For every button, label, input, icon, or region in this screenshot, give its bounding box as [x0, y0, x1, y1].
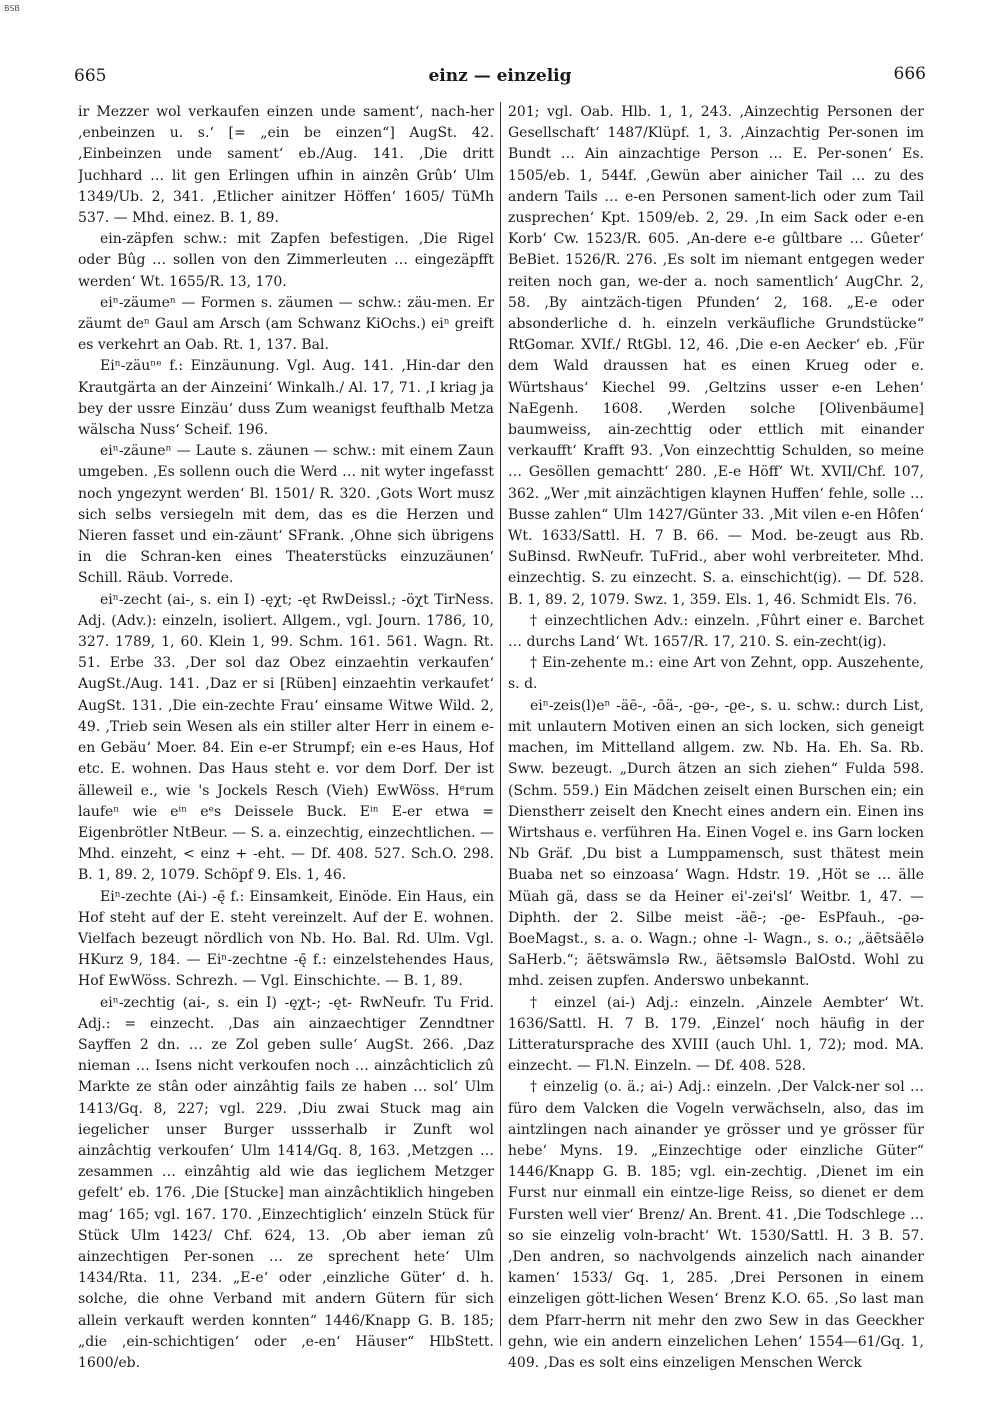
dictionary-entry: † einzechtlichen Adv.: einzeln. ‚Fûhrt einer e. Barchet … durchs Land‘ Wt. 1657/R. 17, 210. S. ein-zecht(ig).: [508, 612, 924, 651]
dictionary-entry: eiⁿ-zäumeⁿ — Formen s. zäumen — schw.: zäu-men. Er zäumt deⁿ Gaul am Arsch (am Schwanz KiOchs.) eiⁿ greift es verkehrt an Oab. Rt. 1, 137. Bal.: [78, 294, 494, 354]
dictionary-entry: eiⁿ-zecht (ai-, s. ein I) -ęχt; -ęt RwDeissl.; -öχt TirNess. Adj. (Adv.): einzeln, isoliert. Allgem., vgl. Journ. 1786, 10, 327. 1789, 1, 60. Klein 1, 99. Schm. 161. 561. Wagn. Rt. 51. Erbe 33. ‚Der sol daz Obez einzaehtin verkaufen‘ AugSt./Aug. 141. ‚Daz er si [Rüben] einzaehtin verkaufet‘ AugSt. 131. ‚Die ein-zechte Frau‘ einsame Witwe Wild. 2, 49. ‚Trieb sein Wesen als ein stiller alter Herr in einem e-en Gebäu‘ Moer. 84. Ein e-er Strumpf; ein e-es Haus, Hof etc. E. wohnen. Das Haus steht e. vor dem Dorf. Der ist älleweil e., wie 's Jockels Resch (Vieh) EwWöss. Hᵉrum laufeⁿ wie eⁱⁿ eᵉs Deissele Buck. Eⁱⁿ E-er etwa = Eigenbrötler NtBeur. — S. a. einzechtig, einzechtlichen. — Mhd. einzeht, < einz + -eht. — Df. 408. 527. Sch.O. 298. B. 1, 89. 2, 1079. Schöpf 9. Els. 1, 46.: [78, 591, 494, 884]
running-head: einz — einzelig: [428, 66, 572, 86]
dictionary-entry: † einzel (ai-) Adj.: einzeln. ‚Ainzele Aembter‘ Wt. 1636/Sattl. H. 7 B. 179. ‚Einzel‘ noch häufig in der Litteratursprache des XVIII (auch Uhl. 1, 72); mod. MA. einzecht. — Fl.N. Einzeln. — Df. 408. 528.: [508, 994, 924, 1075]
text-paragraph: ir Mezzer wol verkaufen einzen unde sament‘, nach-her ‚enbeinzen u. s.‘ [= „ein be einzen“] AugSt. 42. ‚Einbeinzen unde sament‘ eb./Aug. 141. ‚Die dritt Juchhard … lit gen Erlingen ufhin in ainzên Grûb‘ Ulm 1349/Ub. 2, 341. ‚Etlicher ainitzer Höffen‘ 1605/ TüMh 537. — Mhd. einez. B. 1, 89.: [78, 104, 494, 227]
right-column: [508, 102, 924, 1402]
dictionary-entry: † Ein-zehente m.: eine Art von Zehnt, opp. Auszehente, s. d.: [508, 655, 924, 693]
dictionary-entry: eiⁿ-zeis(l)eⁿ -äē-, -ōä-, -ϱə-, -ϱe-, s. u. schw.: durch List, mit unlautern Motiven einen an sich locken, sich geneigt machen, im Mittelland allgem. zw. Nb. Ha. Eh. Sa. Rb. Sww. bezeugt. „Durch ätzen an sich ziehen“ Fulda 598. (Schm. 559.) Ein Mädchen zeiselt einen Burschen ein; ein Dienstherr zeiselt den Knecht eines andern ein. Einen ins Wirtshaus e. verführen Ha. Einen Vogel e. ins Garn locken Nb Gräf. ‚Du bist a Lumppamensch, sust thätest mein Buaba net so einzoasa‘ Wagn. Hdstr. 19. ‚Höt se … älle Müah gä, dass se da Heiner ei'-zei'sl‘ Weitbr. 1, 47. — Diphth. der 2. Silbe meist -äē-; -ϱe- EsPfauh., -ϱə- BoeMagst., s. a. o. Wagn.; ohne -l- Wagn., s. o.; „äētsäēlə SaHerb.“; äētswämslə Rw., äētsəmslə BalOstd. Wohl zu mhd. zeisen zupfen. Anderswo unbekannt.: [508, 697, 924, 990]
dictionary-entry: Eiⁿ-zechte (Ai-) -ę̄ f.: Einsamkeit, Einöde. Ein Haus, ein Hof steht auf der E. steht vereinzelt. Auf der E. wohnen. Vielfach bezeugt nördlich von Nb. Ho. Bal. Rd. Ulm. Vgl. HKurz 9, 184. — Eiⁿ-zechtne -ę̄ f.: einzelstehendes Haus, Hof EwWöss. Schrezh. — Vgl. Einschichte. — B. 1, 89.: [78, 888, 494, 990]
dictionary-entry: Eiⁿ-zäuⁿᵉ f.: Einzäunung. Vgl. Aug. 141. ‚Hin-dar den Krautgärta an der Ainzeini‘ Winkalh./ Al. 17, 71. ‚I kriag ja bey der ussre Einzäu‘ duss Zum weanigst feufthalb Metza wälscha Nuss‘ Scheif. 196.: [78, 358, 494, 439]
dictionary-entry: eiⁿ-zäuneⁿ — Laute s. zäunen — schw.: mit einem Zaun umgeben. ‚Es sollenn ouch die Werd … nit wyter ingefasst noch yngezynt werden‘ Bl. 1501/ R. 320. ‚Gots Wort musz sich selbs versiegeln mit dem, das es die Herzen und Nieren fasset und ein-zäunt‘ SFrank. ‚Ohne sich übrigens in die Schran-ken eines Theaterstücks einzuzäunen‘ Schill. Räub. Vorrede.: [78, 443, 494, 587]
page-number-right: 666: [893, 64, 926, 84]
dictionary-entry: eiⁿ-zechtig (ai-, s. ein I) -ęχt-; -ęt- RwNeufr. Tu Frid. Adj.: = einzecht. ‚Das ain ainzaechtiger Zenndtner Sayffen 2 dn. … ze Zol geben sulle‘ AugSt. 266. ‚Daz nieman … Isens nicht verkoufen noch … ainzâchticlich zû Markte ze stân oder ainzâhtig fails ze haben … sol‘ Ulm 1413/Gq. 8, 227; vgl. 229. ‚Diu zwai Stuck mag ain iegelicher unser Burger ussserhalb ir Zunft wol ainzâchtig verkoufen‘ Ulm 1414/Gq. 8, 163. ‚Metzgen … zesammen … einzâhtig ald wie das ieglichem Metzger gefelt‘ eb. 176. ‚Die [Stucke] man ainzâchtiklich hingeben mag‘ 165; vgl. 167. 170. ‚Einzechtiglich‘ einzeln Stück für Stück Ulm 1423/ Chf. 624, 13. ‚Ob aber ieman zû ainzechtigen Per-sonen … ze sprechent hete‘ Ulm 1434/Rta. 11, 234. „E-e‘ oder ‚einzliche Güter‘ d. h. solche, die ohne Verband mit andern Gütern für sich allein verkauft werden konnten“ 1446/Knapp G. B. 185; „die ‚ein-schichtigen‘ oder ‚e-en‘ Häuser“ HlbStett. 1600/eb.: [78, 994, 494, 1371]
left-column: [78, 102, 494, 1402]
library-watermark: BSB: [4, 4, 20, 13]
text-paragraph: 201; vgl. Oab. Hlb. 1, 1, 243. ‚Ainzechtig Personen der Gesellschaft‘ 1487/Klüpf. 1, 3. ‚Ainzachtig Per-sonen im Bundt … Ain ainzachtige Person … E. Per-sonen‘ Es. 1505/eb. 1, 544f. ‚Gewün aber ainicher Tail … zu des andern Tails … e-en Personen sament-lich oder zum Tail zusprechen‘ Kpt. 1509/eb. 2, 29. ‚In eim Sack oder e-en Korb‘ Cw. 1523/R. 605. ‚An-dere e-e gûltbare … Gûeter‘ BeBiet. 1526/R. 276. ‚Es solt im niemant entgegen weder reiten noch gan, we-der a. noch samentlich‘ AugChr. 2, 58. ‚By aintzäch-tigen Pfunden‘ 2, 168. „E-e oder absonderliche d. h. einzeln verkäufliche Grundstücke“ RtGomar. XVIf./ RtGbl. 12, 46. ‚Die e-en Aecker‘ eb. ‚Für dem Wald draussen hat es einen Krueg oder e. Würtshaus‘ Kiechel 99. ‚Geltzins usser e-en Lehen‘ NaEgenh. 1608. ‚Werden solche [Olivenbäume] baumweiss, ain-zechttig oder ettlich mit einander verkaufft‘ Krafft 93. ‚Von einzechttig Schulden, so meine … Gesöllen gemachtt‘ 280. ‚E-e Höff‘ Wt. XVII/Chf. 107, 362. „Wer ‚mit ainzächtigen klaynen Huffen‘ fehle, solle … Busse zahlen“ Ulm 1427/Günter 33. ‚Mit vilen e-en Hôfen‘ Wt. 1633/Sattl. H. 7 B. 66. — Mod. be-zeugt aus Rb. SuBinsd. RwNeufr. TuFrid., aber wohl verbreiteter. Mhd. einzechtig. S. zu einzecht. S. a. einschicht(ig). — Df. 528. B. 1, 89. 2, 1079. Swz. 1, 359. Els. 1, 46. Schmidt Els. 76.: [508, 104, 924, 608]
dictionary-entry: † einzelig (o. ä.; ai-) Adj.: einzeln. ‚Der Valck-ner sol … füro dem Valcken die Vogeln verwächseln, also, das im aintzlingen nach ainander ye grösser und ye grösser für hebe‘ Myns. 19. „Einzechtige oder einzliche Güter“ 1446/Knapp G. B. 185; vgl. ein-zechtig. ‚Dienet im ein Furst nur einmall ein eintze-lige Reiss, so dienet er dem Fursten well vier‘ Brenz/ An. Brent. 41. ‚Die Todschlege … so sie einzelig voln-bracht‘ Wt. 1530/Sattl. H. 3 B. 57. ‚Den andren, so nachvolgends ainzelich nach ainander kamen‘ 1533/ Gq. 1, 285. ‚Drei Personen in einem einzeligen gött-lichen Wesen‘ Brenz K.O. 65. ‚So last man dem Pfarr-herrn nit mehr den zwo Sew in das Geeckher gehn, wie ein andern einzelichen Lehen‘ 1554—61/Gq. 1, 409. ‚Das es solt eins einzeligen Menschen Werck: [508, 1079, 924, 1371]
page-number-left: 665: [74, 66, 107, 86]
column-divider: [500, 102, 501, 1346]
dictionary-entry: ein-zäpfen schw.: mit Zapfen befestigen. ‚Die Rigel oder Bûg … sollen von den Zimmerleuten … eingezäpfft werden‘ Wt. 1655/R. 13, 170.: [78, 231, 494, 290]
page-header: [74, 64, 926, 90]
